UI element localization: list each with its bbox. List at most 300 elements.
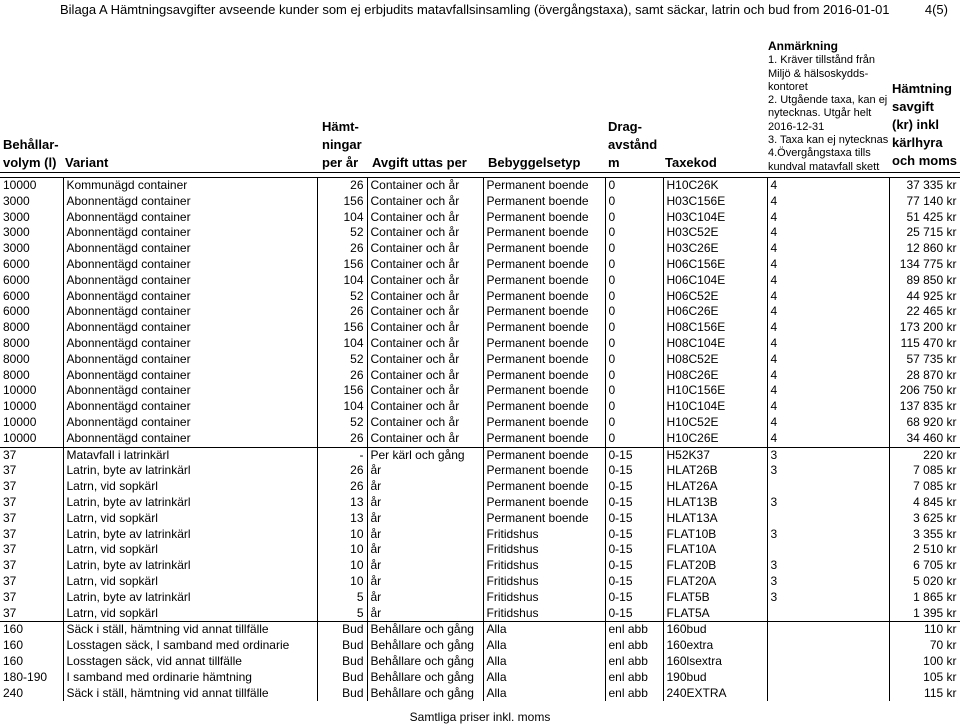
cell-variant: Abonnentägd container (63, 304, 317, 320)
remarks-title: Anmärkning (768, 39, 839, 53)
cell-note-ref: 4 (767, 320, 889, 336)
cell-building-type: Alla (483, 654, 605, 670)
cell-distance: 0 (605, 431, 663, 447)
cell-note-ref: 4 (767, 352, 889, 368)
cell-volume: 3000 (0, 241, 63, 257)
remark-item: 1. Kräver tillstånd från Miljö & hälsoskydds-kontoret (768, 54, 875, 93)
cell-building-type: Permanent boende (483, 289, 605, 305)
cell-note-ref: 3 (767, 447, 889, 463)
cell-variant: Abonnentägd container (63, 383, 317, 399)
fee-table (0, 177, 960, 701)
cell-volume: 240 (0, 686, 63, 702)
cell-distance: enl abb (605, 638, 663, 654)
cell-distance: 0 (605, 225, 663, 241)
cell-pickups: 26 (317, 431, 367, 447)
cell-variant: Abonnentägd container (63, 194, 317, 210)
cell-pickups: 26 (317, 178, 367, 194)
cell-variant: Matavfall i latrinkärl (63, 447, 317, 463)
cell-distance: 0 (605, 304, 663, 320)
table-row (0, 352, 960, 368)
cell-building-type: Fritidshus (483, 606, 605, 622)
cell-code: HLAT13A (663, 511, 767, 527)
cell-fee: 25 715 kr (889, 225, 960, 241)
cell-building-type: Alla (483, 670, 605, 686)
cell-building-type: Permanent boende (483, 210, 605, 226)
cell-distance: 0 (605, 352, 663, 368)
cell-pickups: Bud (317, 686, 367, 702)
cell-fee-basis: Container och år (367, 257, 483, 273)
table-row (0, 463, 960, 479)
cell-code: H03C156E (663, 194, 767, 210)
cell-distance: 0-15 (605, 590, 663, 606)
cell-variant: Latrn, vid sopkärl (63, 542, 317, 558)
cell-note-ref: 3 (767, 590, 889, 606)
table-row (0, 383, 960, 399)
cell-variant: Latrin, byte av latrinkärl (63, 527, 317, 543)
cell-note-ref: 4 (767, 415, 889, 431)
cell-pickups: 52 (317, 225, 367, 241)
cell-fee-basis: år (367, 574, 483, 590)
table-row (0, 178, 960, 194)
cell-distance: 0 (605, 257, 663, 273)
cell-volume: 8000 (0, 320, 63, 336)
cell-fee-basis: Container och år (367, 241, 483, 257)
cell-code: H10C52E (663, 415, 767, 431)
cell-fee-basis: Per kärl och gång (367, 447, 483, 463)
cell-variant: Latrn, vid sopkärl (63, 479, 317, 495)
cell-code: H08C26E (663, 368, 767, 384)
cell-code: 160lsextra (663, 654, 767, 670)
cell-variant: Abonnentägd container (63, 241, 317, 257)
table-row (0, 622, 960, 638)
cell-fee-basis: år (367, 479, 483, 495)
cell-fee: 137 835 kr (889, 399, 960, 415)
cell-building-type: Permanent boende (483, 495, 605, 511)
cell-fee: 220 kr (889, 447, 960, 463)
cell-building-type: Permanent boende (483, 257, 605, 273)
cell-note-ref: 4 (767, 257, 889, 273)
cell-distance: 0 (605, 383, 663, 399)
cell-fee: 44 925 kr (889, 289, 960, 305)
cell-volume: 10000 (0, 415, 63, 431)
cell-variant: Latrin, byte av latrinkärl (63, 558, 317, 574)
cell-note-ref: 4 (767, 304, 889, 320)
header-pickups: Hämt- ningar per år (322, 119, 362, 170)
cell-building-type: Permanent boende (483, 241, 605, 257)
table-row (0, 670, 960, 686)
cell-pickups: 156 (317, 194, 367, 210)
header-fee-basis: Avgift uttas per (372, 155, 467, 170)
cell-code: 190bud (663, 670, 767, 686)
cell-fee-basis: Behållare och gång (367, 686, 483, 702)
cell-code: H08C52E (663, 352, 767, 368)
cell-building-type: Fritidshus (483, 590, 605, 606)
cell-volume: 3000 (0, 225, 63, 241)
cell-code: HLAT26B (663, 463, 767, 479)
cell-fee-basis: år (367, 606, 483, 622)
table-row (0, 542, 960, 558)
table-row (0, 289, 960, 305)
header-distance: Drag- avstånd m (608, 119, 658, 170)
cell-fee: 1 395 kr (889, 606, 960, 622)
cell-distance: 0 (605, 178, 663, 194)
cell-fee-basis: Container och år (367, 273, 483, 289)
cell-note-ref: 4 (767, 431, 889, 447)
cell-fee: 6 705 kr (889, 558, 960, 574)
table-row (0, 654, 960, 670)
cell-pickups: 52 (317, 352, 367, 368)
cell-code: H06C104E (663, 273, 767, 289)
cell-volume: 6000 (0, 257, 63, 273)
remark-item: 2. Utgående taxa, kan ej nytecknas. Utgår helt 2016-12-31 (768, 94, 888, 133)
cell-note-ref: 4 (767, 225, 889, 241)
cell-volume: 160 (0, 654, 63, 670)
cell-building-type: Permanent boende (483, 352, 605, 368)
cell-variant: I samband med ordinarie hämtning (63, 670, 317, 686)
table-row (0, 336, 960, 352)
cell-pickups: Bud (317, 622, 367, 638)
table-row (0, 273, 960, 289)
cell-code: H06C156E (663, 257, 767, 273)
cell-code: H10C26K (663, 178, 767, 194)
cell-fee-basis: Container och år (367, 225, 483, 241)
cell-code: FLAT10B (663, 527, 767, 543)
cell-volume: 37 (0, 542, 63, 558)
cell-distance: enl abb (605, 670, 663, 686)
cell-fee-basis: Container och år (367, 194, 483, 210)
cell-note-ref: 4 (767, 383, 889, 399)
cell-building-type: Permanent boende (483, 304, 605, 320)
cell-code: 240EXTRA (663, 686, 767, 702)
cell-distance: 0-15 (605, 495, 663, 511)
cell-code: H10C26E (663, 431, 767, 447)
cell-variant: Abonnentägd container (63, 273, 317, 289)
cell-distance: 0 (605, 241, 663, 257)
header-divider (0, 172, 960, 173)
table-row (0, 415, 960, 431)
cell-pickups: Bud (317, 654, 367, 670)
table-row (0, 495, 960, 511)
cell-fee-basis: Container och år (367, 368, 483, 384)
cell-volume: 37 (0, 511, 63, 527)
cell-fee: 22 465 kr (889, 304, 960, 320)
cell-code: FLAT10A (663, 542, 767, 558)
cell-code: FLAT5B (663, 590, 767, 606)
cell-volume: 3000 (0, 210, 63, 226)
cell-code: H52K37 (663, 447, 767, 463)
table-row (0, 241, 960, 257)
cell-building-type: Permanent boende (483, 383, 605, 399)
cell-fee-basis: Behållare och gång (367, 622, 483, 638)
cell-volume: 37 (0, 527, 63, 543)
cell-variant: Abonnentägd container (63, 431, 317, 447)
header-fee: Hämtning savgift (kr) inkl kärlhyra och moms (892, 81, 958, 168)
cell-volume: 37 (0, 590, 63, 606)
cell-variant: Säck i ställ, hämtning vid annat tillfälle (63, 622, 317, 638)
cell-volume: 10000 (0, 399, 63, 415)
cell-volume: 8000 (0, 336, 63, 352)
cell-note-ref (767, 654, 889, 670)
cell-volume: 3000 (0, 194, 63, 210)
cell-variant: Losstagen säck, vid annat tillfälle (63, 654, 317, 670)
cell-code: HLAT13B (663, 495, 767, 511)
cell-code: H03C26E (663, 241, 767, 257)
cell-fee-basis: Container och år (367, 320, 483, 336)
cell-fee: 115 470 kr (889, 336, 960, 352)
cell-note-ref: 3 (767, 463, 889, 479)
header-variant: Variant (65, 155, 109, 170)
cell-fee: 105 kr (889, 670, 960, 686)
cell-pickups: 26 (317, 463, 367, 479)
document-title: Bilaga A Hämtningsavgifter avseende kunder som ej erbjudits matavfallsinsamling (övergångstaxa), samt säckar, latrin och bud from 2016-01-01 (60, 2, 890, 17)
cell-fee-basis: år (367, 542, 483, 558)
cell-distance: 0 (605, 210, 663, 226)
cell-pickups: 10 (317, 574, 367, 590)
cell-building-type: Permanent boende (483, 479, 605, 495)
cell-distance: 0-15 (605, 606, 663, 622)
cell-note-ref: 3 (767, 495, 889, 511)
cell-building-type: Fritidshus (483, 542, 605, 558)
cell-fee-basis: år (367, 527, 483, 543)
cell-pickups: 156 (317, 257, 367, 273)
cell-building-type: Fritidshus (483, 574, 605, 590)
cell-distance: 0-15 (605, 511, 663, 527)
cell-pickups: Bud (317, 638, 367, 654)
cell-volume: 160 (0, 622, 63, 638)
cell-fee: 1 865 kr (889, 590, 960, 606)
cell-code: H06C26E (663, 304, 767, 320)
cell-volume: 8000 (0, 368, 63, 384)
cell-fee-basis: Behållare och gång (367, 670, 483, 686)
cell-distance: 0 (605, 399, 663, 415)
cell-note-ref (767, 638, 889, 654)
cell-fee-basis: Container och år (367, 383, 483, 399)
cell-distance: 0 (605, 320, 663, 336)
cell-volume: 37 (0, 558, 63, 574)
cell-variant: Latrn, vid sopkärl (63, 511, 317, 527)
cell-fee: 70 kr (889, 638, 960, 654)
cell-note-ref: 4 (767, 241, 889, 257)
cell-volume: 37 (0, 479, 63, 495)
cell-code: H08C104E (663, 336, 767, 352)
cell-volume: 37 (0, 606, 63, 622)
cell-note-ref (767, 511, 889, 527)
cell-pickups: - (317, 447, 367, 463)
cell-fee: 51 425 kr (889, 210, 960, 226)
cell-code: H03C52E (663, 225, 767, 241)
cell-building-type: Permanent boende (483, 178, 605, 194)
cell-variant: Latrin, byte av latrinkärl (63, 590, 317, 606)
cell-building-type: Permanent boende (483, 447, 605, 463)
page-number: 4(5) (924, 2, 948, 17)
cell-building-type: Permanent boende (483, 415, 605, 431)
cell-pickups: 10 (317, 542, 367, 558)
table-row (0, 225, 960, 241)
cell-fee: 3 355 kr (889, 527, 960, 543)
cell-building-type: Fritidshus (483, 527, 605, 543)
cell-pickups: 10 (317, 558, 367, 574)
cell-fee: 57 735 kr (889, 352, 960, 368)
cell-building-type: Alla (483, 638, 605, 654)
cell-variant: Losstagen säck, I samband med ordinarie (63, 638, 317, 654)
cell-note-ref: 3 (767, 574, 889, 590)
cell-volume: 10000 (0, 383, 63, 399)
cell-note-ref: 4 (767, 289, 889, 305)
cell-distance: 0 (605, 273, 663, 289)
cell-pickups: 26 (317, 479, 367, 495)
cell-pickups: 10 (317, 527, 367, 543)
cell-fee: 206 750 kr (889, 383, 960, 399)
cell-code: 160bud (663, 622, 767, 638)
cell-distance: enl abb (605, 686, 663, 702)
cell-distance: enl abb (605, 622, 663, 638)
cell-fee-basis: Container och år (367, 431, 483, 447)
cell-variant: Abonnentägd container (63, 257, 317, 273)
cell-fee: 37 335 kr (889, 178, 960, 194)
cell-fee: 2 510 kr (889, 542, 960, 558)
cell-fee: 115 kr (889, 686, 960, 702)
table-row (0, 320, 960, 336)
cell-fee: 7 085 kr (889, 463, 960, 479)
table-row (0, 447, 960, 463)
cell-pickups: 52 (317, 289, 367, 305)
cell-pickups: 26 (317, 304, 367, 320)
cell-distance: 0 (605, 336, 663, 352)
cell-volume: 180-190 (0, 670, 63, 686)
cell-variant: Abonnentägd container (63, 289, 317, 305)
cell-building-type: Permanent boende (483, 194, 605, 210)
cell-variant: Latrn, vid sopkärl (63, 574, 317, 590)
cell-fee-basis: Behållare och gång (367, 638, 483, 654)
cell-distance: 0-15 (605, 574, 663, 590)
header-code: Taxekod (665, 155, 717, 170)
cell-code: HLAT26A (663, 479, 767, 495)
cell-variant: Latrin, byte av latrinkärl (63, 495, 317, 511)
cell-note-ref: 4 (767, 273, 889, 289)
table-row (0, 194, 960, 210)
cell-pickups: 52 (317, 415, 367, 431)
cell-volume: 10000 (0, 178, 63, 194)
table-row (0, 431, 960, 447)
cell-fee-basis: Container och år (367, 399, 483, 415)
footer-note: Samtliga priser inkl. moms (409, 710, 551, 724)
cell-distance: 0-15 (605, 558, 663, 574)
cell-distance: 0-15 (605, 479, 663, 495)
cell-building-type: Permanent boende (483, 511, 605, 527)
cell-volume: 37 (0, 447, 63, 463)
cell-building-type: Permanent boende (483, 225, 605, 241)
cell-note-ref: 4 (767, 399, 889, 415)
cell-note-ref (767, 670, 889, 686)
cell-variant: Abonnentägd container (63, 352, 317, 368)
remark-item: 3. Taxa kan ej nytecknas (768, 134, 889, 147)
cell-note-ref: 4 (767, 368, 889, 384)
table-row (0, 257, 960, 273)
table-row (0, 210, 960, 226)
cell-pickups: 26 (317, 368, 367, 384)
cell-fee: 68 920 kr (889, 415, 960, 431)
table-row (0, 558, 960, 574)
cell-volume: 37 (0, 463, 63, 479)
cell-fee-basis: år (367, 590, 483, 606)
cell-pickups: 156 (317, 320, 367, 336)
cell-volume: 37 (0, 574, 63, 590)
cell-building-type: Permanent boende (483, 399, 605, 415)
cell-variant: Abonnentägd container (63, 320, 317, 336)
cell-fee-basis: år (367, 463, 483, 479)
cell-pickups: 156 (317, 383, 367, 399)
cell-volume: 10000 (0, 431, 63, 447)
cell-fee: 134 775 kr (889, 257, 960, 273)
table-row (0, 606, 960, 622)
cell-pickups: 104 (317, 399, 367, 415)
cell-pickups: 13 (317, 511, 367, 527)
cell-note-ref: 4 (767, 210, 889, 226)
table-row (0, 399, 960, 415)
cell-note-ref (767, 606, 889, 622)
cell-fee: 100 kr (889, 654, 960, 670)
cell-distance: enl abb (605, 654, 663, 670)
header-volume: Behållar- volym (l) (3, 137, 59, 170)
cell-fee: 12 860 kr (889, 241, 960, 257)
cell-pickups: 104 (317, 336, 367, 352)
cell-fee-basis: Container och år (367, 336, 483, 352)
cell-pickups: 5 (317, 606, 367, 622)
cell-variant: Kommunägd container (63, 178, 317, 194)
table-row (0, 368, 960, 384)
cell-note-ref: 3 (767, 527, 889, 543)
cell-distance: 0 (605, 415, 663, 431)
cell-variant: Abonnentägd container (63, 225, 317, 241)
table-row (0, 638, 960, 654)
remark-item: 4.Övergångstaxa tills kundval matavfall skett (768, 147, 880, 173)
cell-building-type: Permanent boende (483, 463, 605, 479)
cell-fee: 4 845 kr (889, 495, 960, 511)
header-building-type: Bebyggelsetyp (488, 155, 581, 170)
cell-code: H03C104E (663, 210, 767, 226)
cell-fee-basis: Container och år (367, 210, 483, 226)
cell-distance: 0-15 (605, 447, 663, 463)
cell-volume: 8000 (0, 352, 63, 368)
cell-pickups: 104 (317, 210, 367, 226)
cell-variant: Abonnentägd container (63, 399, 317, 415)
cell-distance: 0 (605, 194, 663, 210)
cell-note-ref (767, 542, 889, 558)
cell-building-type: Permanent boende (483, 368, 605, 384)
cell-distance: 0-15 (605, 527, 663, 543)
cell-building-type: Alla (483, 686, 605, 702)
cell-code: H06C52E (663, 289, 767, 305)
cell-note-ref: 4 (767, 178, 889, 194)
cell-volume: 6000 (0, 304, 63, 320)
cell-code: FLAT20B (663, 558, 767, 574)
cell-distance: 0-15 (605, 463, 663, 479)
cell-fee-basis: Container och år (367, 352, 483, 368)
table-row (0, 527, 960, 543)
cell-fee-basis: Container och år (367, 415, 483, 431)
cell-fee-basis: Container och år (367, 304, 483, 320)
cell-note-ref (767, 686, 889, 702)
table-row (0, 574, 960, 590)
cell-distance: 0-15 (605, 542, 663, 558)
remarks-note (768, 40, 890, 174)
cell-fee: 7 085 kr (889, 479, 960, 495)
cell-building-type: Permanent boende (483, 273, 605, 289)
cell-volume: 37 (0, 495, 63, 511)
cell-building-type: Permanent boende (483, 336, 605, 352)
cell-pickups: 13 (317, 495, 367, 511)
cell-volume: 6000 (0, 273, 63, 289)
